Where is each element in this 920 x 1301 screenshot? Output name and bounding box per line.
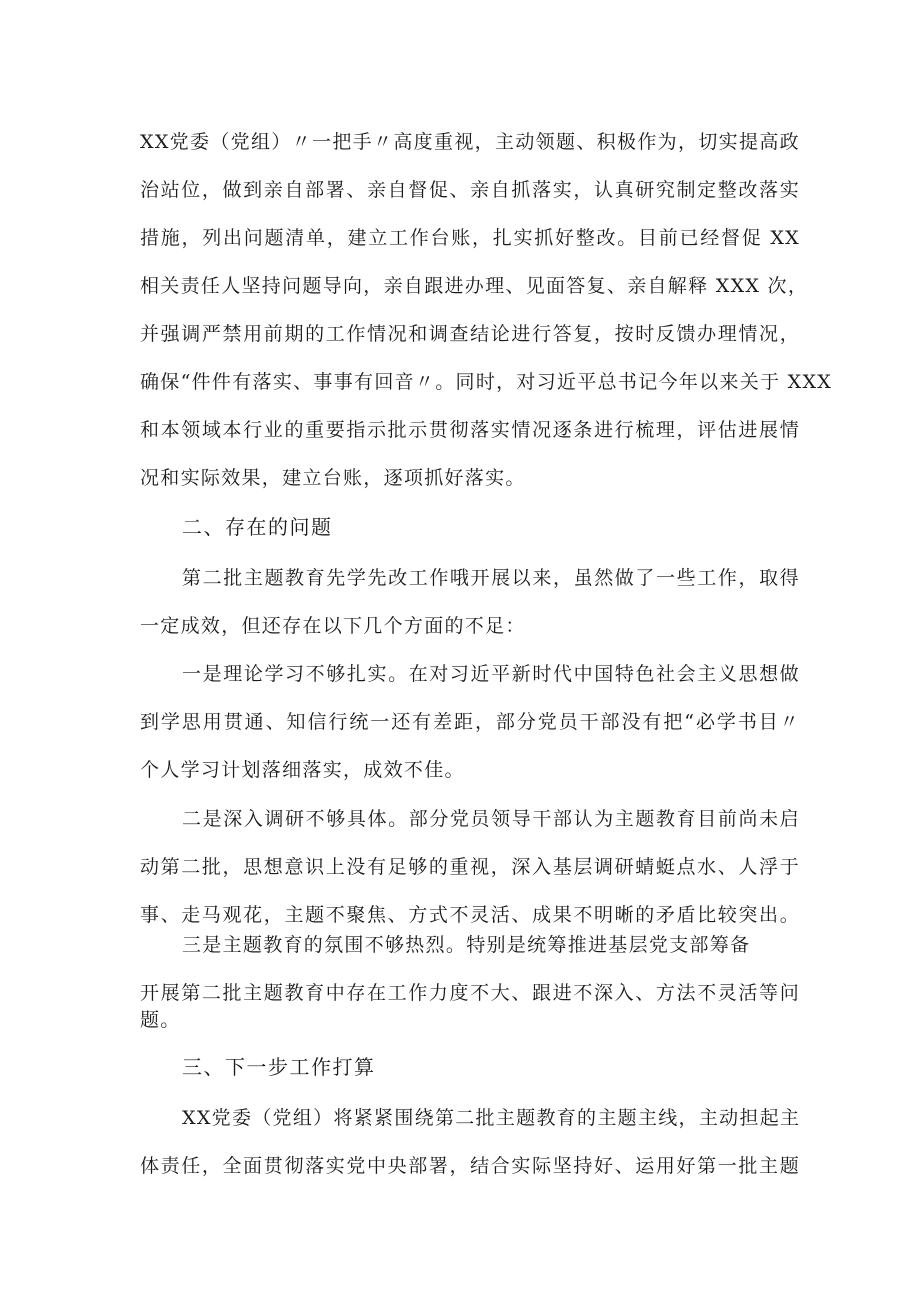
paragraph-line: 和本领域本行业的重要指示批示贯彻落实情况逐条进行梳理，评估进展情: [140, 419, 800, 441]
paragraph-line: 二是深入调研不够具体。部分党员领导干部认为主题教育目前尚未启: [182, 808, 800, 830]
paragraph-line: XX党委（党组）将紧紧围绕第二批主题教育的主题主线，主动担起主: [182, 1107, 801, 1129]
paragraph-line: 动第二批，思想意识上没有足够的重视，深入基层调研蜻蜓点水、人浮于: [140, 856, 800, 878]
paragraph-line: 相关责任人坚持问题导向，亲自跟进办理、见面答复、亲自解释 XXX 次，: [140, 275, 809, 297]
paragraph-line: 一是理论学习不够扎实。在对习近平新时代中国特色社会主义思想做: [182, 663, 800, 685]
paragraph-line: 题。: [140, 1009, 181, 1031]
section-heading: 三、下一步工作打算: [182, 1055, 376, 1079]
paragraph-line: 体责任，全面贯彻落实党中央部署，结合实际坚持好、运用好第一批主题: [140, 1155, 800, 1177]
paragraph-line: 事、走马观花，主题不聚焦、方式不灵活、成果不明晰的矛盾比较突出。: [140, 904, 800, 926]
paragraph-line: 开展第二批主题教育中存在工作力度不大、跟进不深入、方法不灵活等问: [140, 982, 800, 1004]
paragraph-line: 个人学习计划落细落实，成效不佳。: [140, 759, 465, 781]
paragraph-line: 并强调严禁用前期的工作情况和调查结论进行答复，按时反馈办理情况，: [140, 323, 800, 345]
paragraph-line: 况和实际效果，建立台账，逐项抓好落实。: [140, 467, 526, 489]
paragraph-line: 第二批主题教育先学先改工作哦开展以来，虽然做了一些工作，取得: [182, 567, 800, 589]
paragraph-line: XX党委（党组）〃一把手〃高度重视，主动领题、积极作为，切实提高政: [140, 131, 800, 153]
paragraph-line: 三是主题教育的氛围不够热烈。特别是统筹推进基层党支部筹备: [182, 934, 751, 956]
paragraph-line: 一定成效，但还存在以下几个方面的不足：: [140, 615, 526, 637]
paragraph-line: 确保“件件有落实、事事有回音〃。同时，对习近平总书记今年以来关于 XXX: [140, 371, 833, 393]
paragraph-line: 措施，列出问题清单，建立工作台账，扎实抓好整改。目前已经督促 XX: [140, 227, 800, 249]
paragraph-line: 治站位，做到亲自部署、亲自督促、亲自抓落实，认真研究制定整改落实: [140, 179, 800, 201]
paragraph-line: 到学思用贯通、知信行统一还有差距，部分党员干部没有把“必学书目〃: [140, 711, 800, 733]
section-heading: 二、存在的问题: [182, 515, 333, 539]
